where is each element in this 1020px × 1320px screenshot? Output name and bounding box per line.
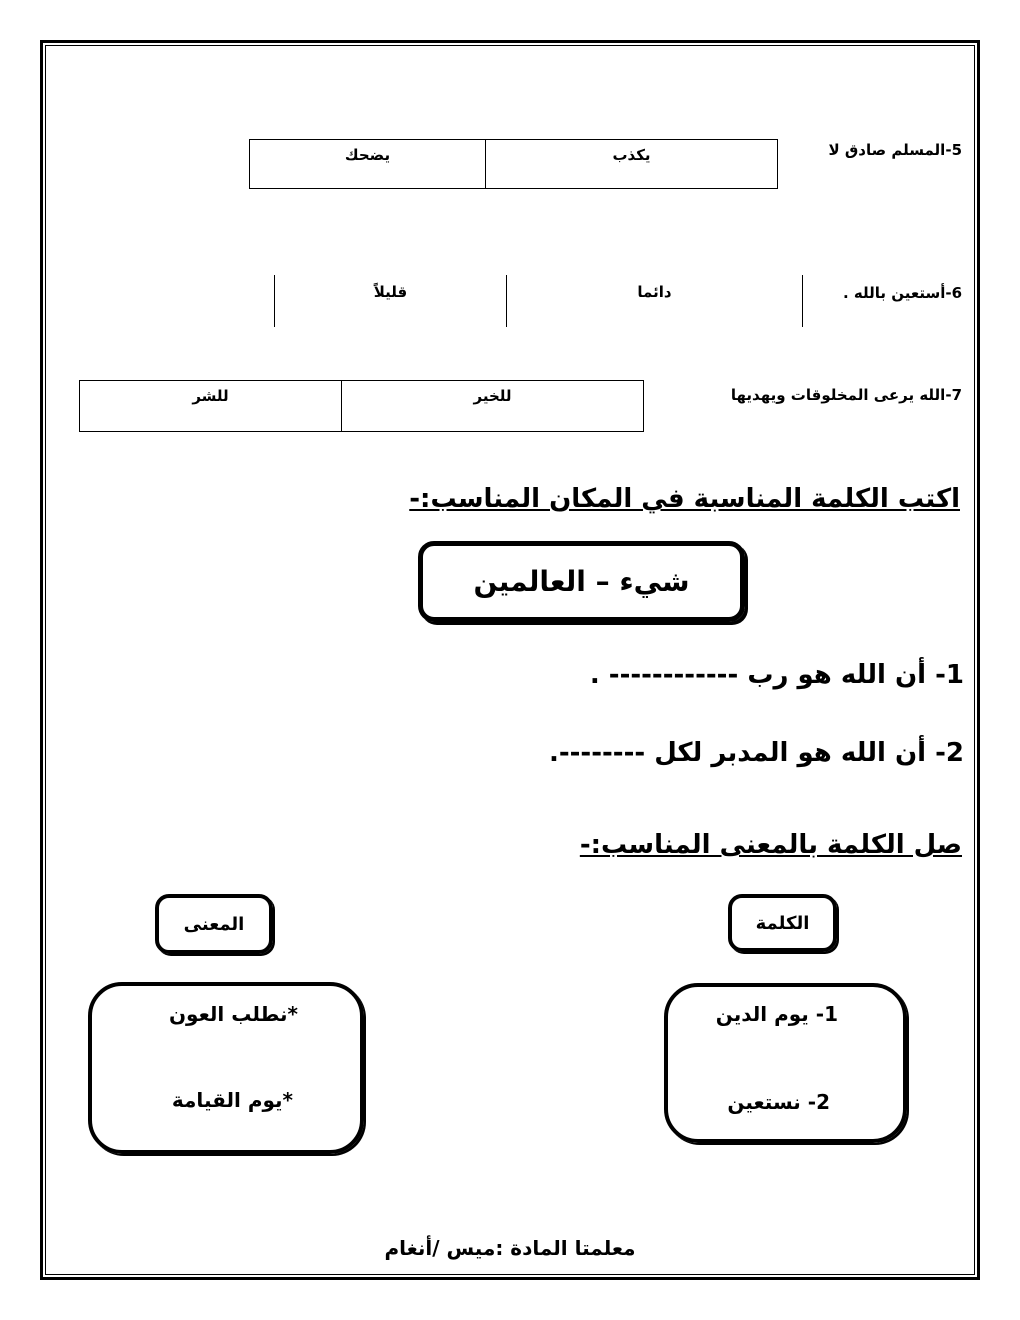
fill-sentence-1[interactable]: 1- أن الله هو رب ------------ . bbox=[589, 660, 964, 690]
fill-section-heading: اكتب الكلمة المناسبة في المكان المناسب:- bbox=[409, 484, 960, 514]
match-word-1[interactable]: 1- يوم الدين bbox=[715, 1002, 838, 1026]
teacher-footer: معلمتا المادة :ميس /أنغام bbox=[384, 1236, 636, 1260]
word-bank: شيء – العالمين bbox=[418, 541, 745, 622]
question-6-text: 6-أستعين بالله . bbox=[842, 284, 962, 302]
question-7-option-1[interactable]: للخير bbox=[342, 381, 644, 432]
question-5-option-1[interactable]: يكذب bbox=[486, 140, 778, 189]
question-5-option-2[interactable]: يضحك bbox=[250, 140, 486, 189]
question-7-text: 7-الله يرعى المخلوقات ويهديها bbox=[730, 386, 962, 404]
match-word-2[interactable]: 2- نستعين bbox=[727, 1090, 830, 1114]
question-7-option-2[interactable]: للشر bbox=[80, 381, 342, 432]
question-6-option-2[interactable]: قليلاً bbox=[373, 283, 408, 301]
match-meaning-1[interactable]: *نطلب العون bbox=[168, 1002, 298, 1026]
question-6-divider bbox=[802, 275, 803, 327]
match-section-heading: صل الكلمة بالمعنى المناسب:- bbox=[579, 830, 962, 860]
question-6-option-1[interactable]: دائما bbox=[637, 283, 672, 301]
word-column-label: الكلمة bbox=[728, 894, 837, 952]
question-5-options bbox=[249, 139, 778, 189]
meaning-column-label: المعنى bbox=[155, 894, 273, 954]
question-5-text: 5-المسلم صادق لا bbox=[828, 141, 962, 159]
match-meaning-2[interactable]: *يوم القيامة bbox=[171, 1088, 293, 1112]
fill-sentence-2[interactable]: 2- أن الله هو المدبر لكل --------. bbox=[548, 738, 964, 768]
question-7-options bbox=[79, 380, 644, 432]
